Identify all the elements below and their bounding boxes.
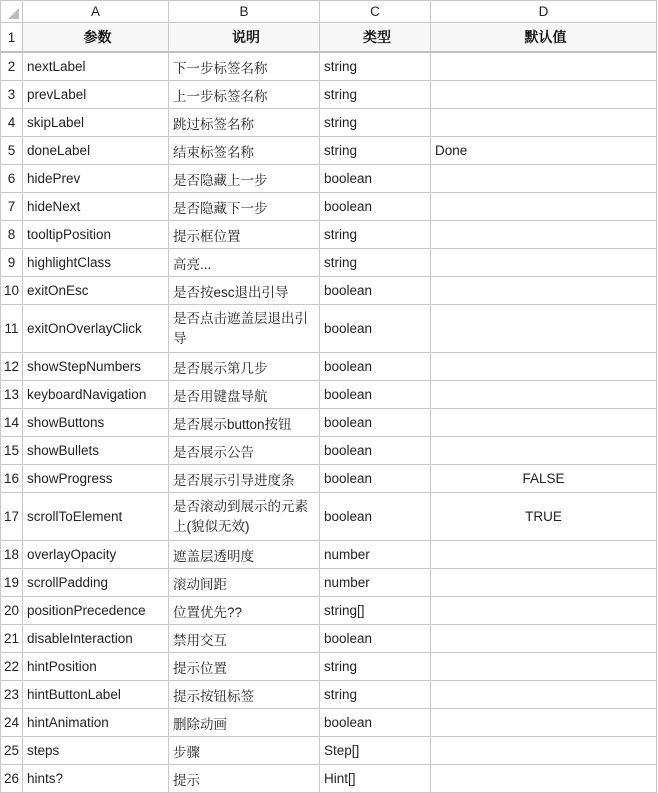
table-row [1,625,657,653]
cell-default[interactable]: Done [431,137,657,165]
table-row [1,381,657,409]
row-number[interactable]: 5 [1,137,23,165]
cell-type[interactable]: boolean [320,353,431,381]
cell-param[interactable]: hintPosition [23,653,169,681]
cell-default[interactable] [431,277,657,305]
cell-description[interactable]: 是否展示引导进度条 [169,465,320,493]
cell-param[interactable]: hints? [23,765,169,793]
cell-default[interactable] [431,409,657,437]
table-row [1,437,657,465]
row-number[interactable]: 21 [1,625,23,653]
table-row [1,353,657,381]
cell-description[interactable]: 是否按esc退出引导 [169,277,320,305]
cell-type[interactable]: Step[] [320,737,431,765]
cell-param[interactable]: showButtons [23,409,169,437]
cell-description[interactable]: 结束标签名称 [169,137,320,165]
row-number[interactable]: 1 [1,23,23,53]
table-row [1,165,657,193]
cell-description[interactable]: 滚动间距 [169,569,320,597]
row-number[interactable]: 14 [1,409,23,437]
cell-type[interactable]: boolean [320,193,431,221]
cell-type[interactable]: boolean [320,277,431,305]
table-row [1,277,657,305]
cell-default[interactable] [431,52,657,81]
cell-type[interactable]: string [320,221,431,249]
row-number[interactable]: 20 [1,597,23,625]
table-row [1,653,657,681]
cell-type[interactable]: boolean [320,437,431,465]
row-number[interactable]: 4 [1,109,23,137]
cell-description[interactable]: 是否展示button按钮 [169,409,320,437]
cell-description[interactable]: 是否隐藏下一步 [169,193,320,221]
column-header-row [1,1,657,23]
cell-param[interactable]: tooltipPosition [23,221,169,249]
cell-description[interactable]: 遮盖层透明度 [169,541,320,569]
column-header-d[interactable]: D [431,1,657,23]
cell-default[interactable] [431,249,657,277]
cell-default[interactable] [431,681,657,709]
cell-type[interactable]: string [320,249,431,277]
table-row [1,569,657,597]
cell-param[interactable]: exitOnOverlayClick [23,305,169,353]
cell-type[interactable]: string [320,681,431,709]
cell-param[interactable]: disableInteraction [23,625,169,653]
cell-type[interactable]: boolean [320,625,431,653]
cell-default[interactable] [431,305,657,353]
cell-type[interactable]: string[] [320,597,431,625]
table-row [1,597,657,625]
row-number[interactable]: 7 [1,193,23,221]
cell-param[interactable]: showStepNumbers [23,353,169,381]
cell-default[interactable] [431,709,657,737]
row-number[interactable]: 23 [1,681,23,709]
cell-default[interactable] [431,569,657,597]
header-cell-type[interactable]: 类型 [320,23,431,53]
row-number[interactable]: 9 [1,249,23,277]
select-all-icon [8,8,19,19]
row-number[interactable]: 8 [1,221,23,249]
table-row [1,541,657,569]
cell-type[interactable]: string [320,137,431,165]
header-cell-param[interactable]: 参数 [23,23,169,53]
cell-type[interactable]: boolean [320,381,431,409]
cell-param[interactable]: overlayOpacity [23,541,169,569]
cell-default[interactable] [431,221,657,249]
cell-param[interactable]: exitOnEsc [23,277,169,305]
cell-param[interactable]: showBullets [23,437,169,465]
cell-type[interactable]: boolean [320,465,431,493]
cell-param[interactable]: highlightClass [23,249,169,277]
cell-param[interactable]: positionPrecedence [23,597,169,625]
cell-description[interactable]: 跳过标签名称 [169,109,320,137]
table-row [1,681,657,709]
cell-param[interactable]: skipLabel [23,109,169,137]
cell-default[interactable] [431,193,657,221]
table-row [1,305,657,353]
cell-default[interactable] [431,437,657,465]
cell-param[interactable]: doneLabel [23,137,169,165]
row-number[interactable]: 26 [1,765,23,793]
row-number[interactable]: 10 [1,277,23,305]
cell-description[interactable]: 上一步标签名称 [169,81,320,109]
row-number[interactable]: 19 [1,569,23,597]
cell-type[interactable]: boolean [320,165,431,193]
table-row [1,409,657,437]
cell-type[interactable]: string [320,81,431,109]
cell-description[interactable]: 删除动画 [169,709,320,737]
column-header-c[interactable]: C [320,1,431,23]
cell-default[interactable] [431,653,657,681]
cell-type[interactable]: number [320,541,431,569]
cell-param[interactable]: hideNext [23,193,169,221]
cell-type[interactable]: boolean [320,409,431,437]
cell-description[interactable]: 是否用键盘导航 [169,381,320,409]
table-row [1,81,657,109]
row-number[interactable]: 13 [1,381,23,409]
cell-param[interactable]: nextLabel [23,52,169,81]
cell-description[interactable]: 是否点击遮盖层退出引导 [169,305,320,353]
header-cell-default[interactable]: 默认值 [431,23,657,53]
cell-description[interactable]: 提示 [169,765,320,793]
cell-default[interactable] [431,109,657,137]
table-row [1,109,657,137]
cell-type[interactable]: boolean [320,493,431,541]
cell-param[interactable]: prevLabel [23,81,169,109]
row-number[interactable]: 24 [1,709,23,737]
cell-default[interactable] [431,165,657,193]
row-number[interactable]: 6 [1,165,23,193]
cell-description[interactable]: 提示位置 [169,653,320,681]
row-number[interactable]: 15 [1,437,23,465]
cell-default[interactable]: FALSE [431,465,657,493]
table-row [1,709,657,737]
cell-param[interactable]: scrollToElement [23,493,169,541]
row-number[interactable]: 2 [1,52,23,81]
cell-type[interactable]: number [320,569,431,597]
table-row [1,221,657,249]
cell-default[interactable] [431,737,657,765]
cell-description[interactable]: 提示框位置 [169,221,320,249]
table-row [1,493,657,541]
column-header-b[interactable]: B [169,1,320,23]
row-number[interactable]: 17 [1,493,23,541]
table-row [1,193,657,221]
cell-type[interactable]: Hint[] [320,765,431,793]
row-number[interactable]: 16 [1,465,23,493]
table-row [1,465,657,493]
table-row [1,249,657,277]
row-number[interactable]: 3 [1,81,23,109]
cell-param[interactable]: showProgress [23,465,169,493]
row-number[interactable]: 22 [1,653,23,681]
cell-default[interactable] [431,381,657,409]
cell-default[interactable] [431,625,657,653]
cell-description[interactable]: 禁用交互 [169,625,320,653]
table-row [1,137,657,165]
row-number[interactable]: 12 [1,353,23,381]
table-row [1,737,657,765]
cell-description[interactable]: 位置优先?? [169,597,320,625]
table-header-row [1,23,657,53]
cell-default[interactable] [431,765,657,793]
cell-description[interactable]: 提示按钮标签 [169,681,320,709]
cell-param[interactable]: scrollPadding [23,569,169,597]
row-number[interactable]: 18 [1,541,23,569]
cell-param[interactable]: keyboardNavigation [23,381,169,409]
cell-param[interactable]: hintButtonLabel [23,681,169,709]
header-cell-desc[interactable]: 说明 [169,23,320,53]
cell-param[interactable]: hidePrev [23,165,169,193]
cell-default[interactable] [431,353,657,381]
table-row [1,765,657,793]
cell-description[interactable]: 是否展示第几步 [169,353,320,381]
cell-description[interactable]: 高亮... [169,249,320,277]
cell-type[interactable]: string [320,52,431,81]
cell-description[interactable]: 下一步标签名称 [169,52,320,81]
cell-param[interactable]: hintAnimation [23,709,169,737]
cell-default[interactable] [431,541,657,569]
cell-default[interactable] [431,597,657,625]
cell-type[interactable]: string [320,109,431,137]
cell-description[interactable]: 是否展示公告 [169,437,320,465]
select-all-corner[interactable] [1,1,23,23]
cell-default[interactable]: TRUE [431,493,657,541]
cell-type[interactable]: boolean [320,709,431,737]
row-number[interactable]: 25 [1,737,23,765]
cell-type[interactable]: boolean [320,305,431,353]
row-number[interactable]: 11 [1,305,23,353]
cell-type[interactable]: string [320,653,431,681]
cell-description[interactable]: 步骤 [169,737,320,765]
cell-default[interactable] [431,81,657,109]
column-header-a[interactable]: A [23,1,169,23]
cell-param[interactable]: steps [23,737,169,765]
cell-description[interactable]: 是否滚动到展示的元素上(貌似无效) [169,493,320,541]
cell-description[interactable]: 是否隐藏上一步 [169,165,320,193]
table-row [1,52,657,81]
